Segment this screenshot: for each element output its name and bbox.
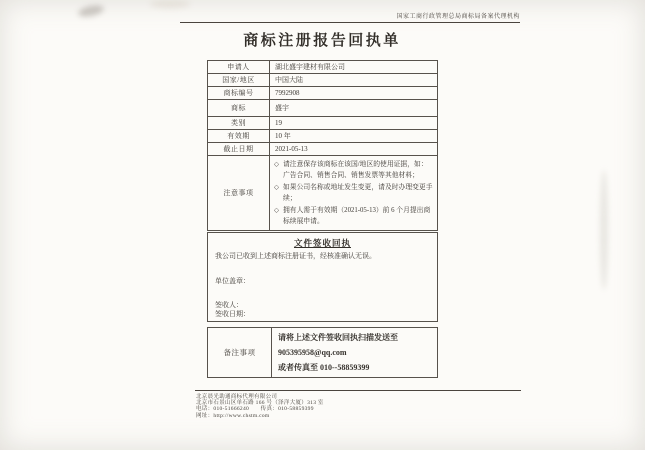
remarks-line-1: 请将上述文件签收回执扫描发送至 905395958@qq.com [278,333,398,357]
row-value: 2021-05-13 [270,143,438,156]
note-item [274,182,433,204]
note-item [274,205,433,227]
remarks-row [208,328,438,378]
sign-date-label: 签收日期： [215,310,250,318]
scan-smudge [150,0,190,8]
company-seal-label: 单位盖章： [215,277,250,285]
row-label: 商标编号 [208,87,270,100]
note-text: 如果公司名称或地址发生变更，请及时办理变更手续； [283,184,433,202]
footer-address: 北京市石景山区单石路 166 号（泽洋大厦）313 室 [196,400,324,407]
remarks-line-2: 或者传真至 010--58859399 [278,363,370,372]
note-item [274,159,433,181]
footer-divider [195,390,521,391]
row-label: 截止日期 [208,143,270,156]
header-divider [180,22,520,23]
footer-website: 网址：http://www.chstm.com [196,412,270,419]
scan-smudge [77,3,105,18]
receipt-box-title: 文件签收回执 [293,238,351,248]
row-label: 有效期 [208,130,270,143]
receipt-statement: 我公司已收到上述商标注册证书，经核准确认无误。 [215,252,376,260]
notes-row [208,156,438,231]
agency-footer [196,394,526,419]
table-row [208,87,438,100]
notes-cell [270,156,438,231]
footer-company-name: 北京晨光助通商标代理有限公司 [196,394,278,400]
row-value: 7992908 [270,87,438,100]
table-row [208,143,438,156]
diamond-bullet-icon: ◇ [274,184,279,191]
row-value: 10 年 [270,130,438,143]
note-text: 拥有人需于有效期（2021-05-13）前 6 个月提出商标续展申请。 [283,207,431,225]
row-value: 盛宇 [270,100,438,117]
row-label: 国家/地区 [208,74,270,87]
scan-smudge [600,170,608,290]
row-label: 注意事项 [208,156,270,231]
remarks-table [207,327,438,378]
agency-header-line: 国家工商行政管理总局商标局备案代理机构 [396,14,520,20]
signer-label: 签收人： [215,301,243,309]
table-row [208,117,438,130]
row-value: 中国大陆 [270,74,438,87]
row-value: 19 [270,117,438,130]
note-text: 请注意保存该商标在该国/地区的使用证据，如：广告合同、销售合同、销售发票等其他材料； [283,161,428,179]
diamond-bullet-icon: ◇ [274,207,279,214]
trademark-info-table [207,60,438,231]
row-value: 湖北盛宇建材有限公司 [270,61,438,74]
page-title: 商标注册报告回执单 [243,33,401,49]
diamond-bullet-icon: ◇ [274,161,279,168]
row-label: 申请人 [208,61,270,74]
row-label: 类别 [208,117,270,130]
footer-phone-fax: 电话：010-51666240 传真：010-58859399 [196,406,314,413]
table-row [208,74,438,87]
remarks-label: 备注事项 [208,328,272,378]
receipt-confirmation-box [207,232,438,322]
row-label: 商标 [208,100,270,117]
table-row [208,130,438,143]
table-row [208,100,438,117]
remarks-content [272,328,438,378]
table-row [208,61,438,74]
